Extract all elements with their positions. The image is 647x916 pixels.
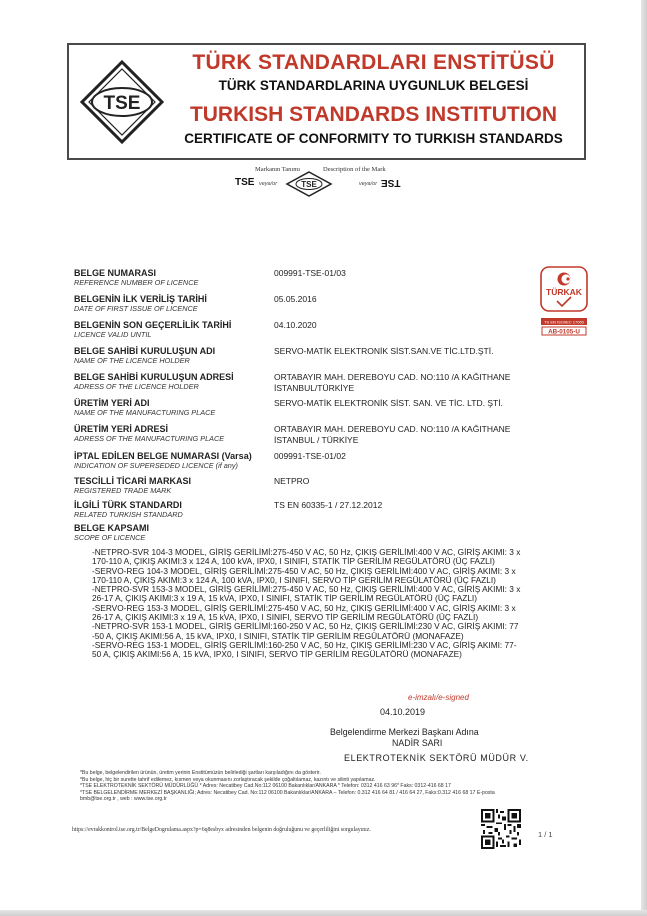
tr-institution-title: TÜRK STANDARDLARI ENSTİTÜSÜ xyxy=(192,51,555,74)
field-value: 05.05.2016 xyxy=(274,294,317,304)
field-manufacturing-place-address xyxy=(74,424,594,450)
field-label-en: RELATED TURKISH STANDARD xyxy=(74,510,183,519)
field-label-en: SCOPE OF LICENCE xyxy=(74,533,146,542)
field-value: 009991-TSE-01/02 xyxy=(274,451,346,461)
turkak-standard: TS EN ISO/IEC 17065 xyxy=(544,319,584,325)
tse-logo-icon xyxy=(79,59,165,145)
page-shadow-right xyxy=(641,0,647,916)
field-label-en: LICENCE VALID UNTIL xyxy=(74,330,152,339)
mark-label-tr: Markanın Tanımı xyxy=(255,166,301,173)
field-label: TESCİLLİ TİCARİ MARKASI xyxy=(74,476,191,486)
field-value: ORTABAYIR MAH. DEREBOYU CAD. NO:110 /A KAĞITHANE xyxy=(274,424,511,434)
field-valid-until xyxy=(74,320,594,346)
turkak-code: AB-0105-U xyxy=(548,328,580,336)
svg-text:TSE: TSE xyxy=(301,180,317,189)
esigned-label: e-imzalı/e-signed xyxy=(408,693,469,702)
field-label-en: ADRESS OF THE LICENCE HOLDER xyxy=(74,382,199,391)
verification-url[interactable]: https://evrakkontrol.tse.org.tr/BelgeDogrulama.aspx?p=6q8esbyx adresinden belgenin doğruluğunu ve geçerliliğini sorgulayınız. xyxy=(72,827,371,833)
field-label-en: INDICATION OF SUPERSEDED LICENCE (if any) xyxy=(74,461,238,470)
field-label: BELGENİN SON GEÇERLİLİK TARİHİ xyxy=(74,320,232,330)
field-value-line2: İSTANBUL / TÜRKİYE xyxy=(274,434,359,445)
mark-or-left: veya/or xyxy=(259,181,278,187)
field-scope xyxy=(74,523,594,549)
signature-date: 04.10.2019 xyxy=(380,707,426,717)
field-label: ÜRETİM YERİ ADRESİ xyxy=(74,424,169,434)
scope-line: 170-110 A, ÇIKIŞ AKIMI:3 x 124 A, 100 kVA, IPX0, I SINIFI, STATİK TİP GERİLİM REGÜLATÖRÜ (ÜÇ FAZLI) xyxy=(92,557,495,567)
footnote: *Bu belge, belgelendirilen ürünün, üretim yerinin Enstitümüzün belirlediği şartları karşıladığını da gösterir. xyxy=(80,770,321,776)
turkak-logo-icon xyxy=(540,266,588,342)
page-shadow-bottom xyxy=(0,910,647,916)
field-first-issue-date xyxy=(74,294,594,320)
en-certificate-subtitle: CERTIFICATE OF CONFORMITY TO TURKISH STANDARDS xyxy=(184,131,563,146)
turkak-accreditation-badge xyxy=(540,266,588,342)
field-value: ORTABAYIR MAH. DEREBOYU CAD. NO:110 /A KAĞITHANE xyxy=(274,372,511,382)
en-institution-title: TURKISH STANDARDS INSTITUTION xyxy=(189,103,558,126)
turkak-name: TÜRKAK xyxy=(546,287,582,297)
scope-line: 170-110 A, ÇIKIŞ AKIMI:3 x 124 A, 100 kVA, IPX0, I SINIFI, SERVO TİP GERİLİM REGÜLATÖRÜ (ÜÇ FAZLI) xyxy=(92,575,496,585)
footnote: *Bu belge, hiç bir surette tahrif edilemez, kısmen veya okunmasını zorlaştıracak şekilde çoğaltılamaz, kazıntı ve silinti yapılamaz. xyxy=(80,776,376,783)
field-label-en: NAME OF THE MANUFACTURING PLACE xyxy=(74,408,216,417)
footnote: *TSE ELEKTROTEKNİK SEKTÖRÜ MÜDÜRLÜĞÜ * Adres: Necatibey Cad.No:112 06100 Bakanlıklar/ANKARA * Telefon: 0312 416 63 96* Faks: 0312-416 68 17 xyxy=(80,783,451,790)
field-label-en: REFERENCE NUMBER OF LICENCE xyxy=(74,278,199,287)
field-superseded-licence xyxy=(74,451,594,477)
footnote: *TSE BELGELENDİRME MERKEZİ BAŞKANLIĞI; Adres: Necatibey Cad. No:112 06100 Bakanlıklar/ANKARA – Telefon: 0.312 416 64 81 / 416 64 27, Faks:0.312 416 68 17 E-posta xyxy=(80,789,495,796)
field-label: İPTAL EDİLEN BELGE NUMARASI (Varsa) xyxy=(74,451,252,461)
mark-or-right: veya/or xyxy=(359,181,378,187)
page-number: 1 / 1 xyxy=(538,830,553,839)
scope-line: -SERVO-REG 153-1 MODEL, GİRİŞ GERİLİMİ:160-250 V AC, 50 Hz, ÇIKIŞ GERİLİMİ:230 V AC, GİRİŞ AKIMI: 77- xyxy=(92,640,517,650)
scope-line: -50 A, ÇIKIŞ AKIMI:56 A, 15 kVA, IPX0, I SINIFI, STATİK TİP GERİLİM REGÜLATÖRÜ (MONAFAZE) xyxy=(92,631,464,641)
footnote: bmb@tse.org.tr , web : www.tse.org.tr xyxy=(80,796,167,803)
field-label: BELGE SAHİBİ KURULUŞUN ADRESİ xyxy=(74,372,234,382)
field-label-en: DATE OF FIRST ISSUE OF LICENCE xyxy=(74,304,198,313)
certificate-header xyxy=(67,43,586,160)
tr-certificate-subtitle: TÜRK STANDARDLARINA UYGUNLUK BELGESİ xyxy=(218,78,529,93)
field-label: BELGE KAPSAMI xyxy=(74,523,150,533)
scope-line: -SERVO-REG 104-3 MODEL, GİRİŞ GERİLİMİ:275-450 V AC, 50 Hz, ÇIKIŞ GERİLİMİ:400 V AC, GİRİŞ AKIMI: 3 x xyxy=(92,566,516,576)
scope-list xyxy=(92,548,579,660)
mark-brand-right: TSE xyxy=(381,177,401,188)
signatory-department: ELEKTROTEKNİK SEKTÖRÜ MÜDÜR V. xyxy=(344,753,529,763)
qr-code-icon xyxy=(481,809,521,849)
field-manufacturing-place-name xyxy=(74,398,594,424)
scope-line: 50 A, ÇIKIŞ AKIMI:56 A, 15 kVA, IPX0, I SINIFI, SERVO TİP GERİLİM REGÜLATÖRÜ (MONAFAZE) xyxy=(92,650,462,660)
field-label-en: ADRESS OF THE MANUFACTURING PLACE xyxy=(74,434,225,443)
field-label-en: REGISTERED TRADE MARK xyxy=(74,486,172,495)
mark-label-en: Description of the Mark xyxy=(323,166,386,173)
mark-description xyxy=(235,166,435,200)
field-label: BELGENİN İLK VERİLİŞ TARİHİ xyxy=(74,294,207,304)
field-label: ÜRETİM YERİ ADI xyxy=(74,398,150,408)
mark-brand-left: TSE xyxy=(235,177,255,188)
field-label: İLGİLİ TÜRK STANDARDI xyxy=(74,500,182,510)
field-value: 009991-TSE-01/03 xyxy=(274,268,346,278)
signatory-name: NADİR SARI xyxy=(392,738,443,748)
field-trade-mark xyxy=(74,476,594,502)
field-holder-name xyxy=(74,346,594,372)
scope-line: -SERVO-REG 153-3 MODEL, GİRİŞ GERİLİMİ:275-450 V AC, 50 Hz, ÇIKIŞ GERİLİMİ:400 V AC, GİRİŞ AKIMI: 3 x xyxy=(92,603,516,613)
field-label-en: NAME OF THE LICENCE HOLDER xyxy=(74,356,190,365)
field-value: SERVO-MATİK ELEKTRONİK SİST.SAN.VE TİC.LTD.ŞTİ. xyxy=(274,346,494,356)
scope-line: 26-17 A, ÇIKIŞ AKIMI:3 x 19 A, 15 kVA, IPX0, I SINIFI, STATİK TİP GERİLİM REGÜLATÖRÜ (ÜÇ FAZLI) xyxy=(92,594,477,604)
field-value: 04.10.2020 xyxy=(274,320,317,330)
field-value: SERVO-MATİK ELEKTRONİK SİST. SAN. VE TİC. LTD. ŞTİ. xyxy=(274,398,503,408)
scope-line: -NETPRO-SVR 104-3 MODEL, GİRİŞ GERİLİMİ:275-450 V AC, 50 Hz, ÇIKIŞ GERİLİMİ:400 V AC, GİRİŞ AKIMI: 3 x xyxy=(92,548,521,557)
scope-line: 26-17 A, ÇIKIŞ AKIMI:3 x 19 A, 15 kVA, IPX0, I SINIFI, SERVO TİP GERİLİM REGÜLATÖRÜ (ÜÇ FAZLI) xyxy=(92,613,479,623)
field-label: BELGE NUMARASI xyxy=(74,268,157,278)
tse-mark-icon xyxy=(285,171,333,197)
field-label: BELGE SAHİBİ KURULUŞUN ADI xyxy=(74,346,216,356)
scope-line: -NETPRO-SVR 153-1 MODEL, GİRİŞ GERİLİMİ:160-250 V AC, 50 Hz, ÇIKIŞ GERİLİMİ:230 V AC, GİRİŞ AKIMI: 77 xyxy=(92,622,519,632)
field-value-line2: İSTANBUL/TÜRKİYE xyxy=(274,382,355,393)
footnotes xyxy=(80,770,580,803)
tse-logo-text: TSE xyxy=(103,93,141,114)
field-value: TS EN 60335-1 / 27.12.2012 xyxy=(274,500,383,510)
field-holder-address xyxy=(74,372,594,398)
field-reference-number xyxy=(74,268,594,294)
scope-line: -NETPRO-SVR 153-3 MODEL, GİRİŞ GERİLİMİ:275-450 V AC, 50 Hz, ÇIKIŞ GERİLİMİ:400 V AC, GİRİŞ AKIMI: 3 x xyxy=(92,585,521,595)
field-value: NETPRO xyxy=(274,476,310,486)
signatory-position: Belgelendirme Merkezi Başkanı Adına xyxy=(330,727,479,737)
